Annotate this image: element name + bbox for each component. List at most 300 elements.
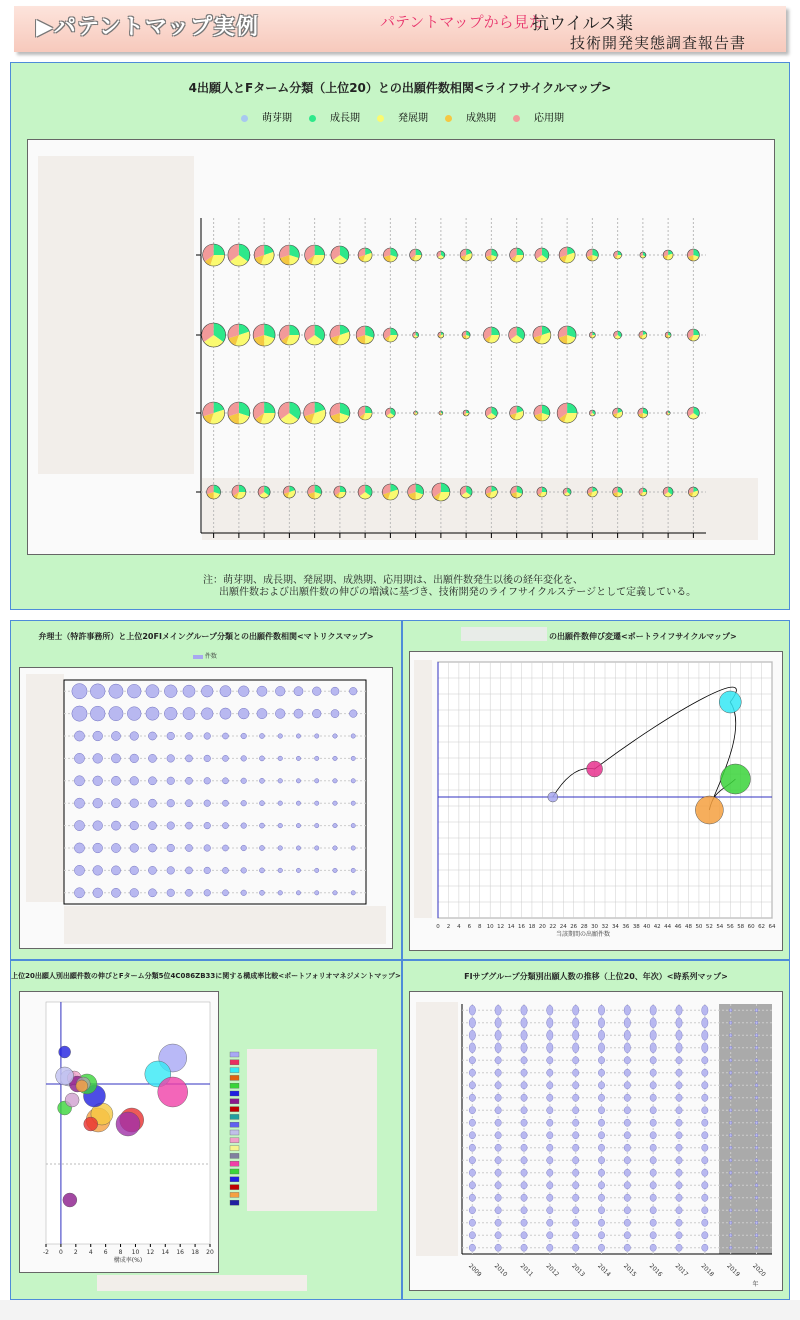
matrix-bubble (296, 779, 300, 783)
legend-swatch (230, 1107, 239, 1112)
matrix-bubble (185, 822, 192, 829)
pie-bubble (687, 329, 699, 341)
pie-bubble (383, 328, 397, 342)
x-tick-label: 10 (486, 924, 494, 930)
timeseries-bubble (547, 1030, 553, 1040)
matrix-bubble (148, 777, 156, 785)
header-subtitle-report: 技術開発実態調査報告書 (570, 34, 747, 52)
timeseries-bubble (702, 1194, 708, 1201)
pie-bubble (258, 486, 270, 498)
portfolio-bubble-chart (20, 992, 218, 1272)
pie-bubble (334, 486, 346, 498)
timeseries-bubble (598, 1082, 604, 1089)
matrix-bubble (351, 756, 355, 760)
timeseries-bubble (676, 1132, 682, 1139)
timeseries-bubble (729, 1159, 732, 1162)
pie-bubble (438, 332, 444, 338)
timeseries-bubble (676, 1194, 682, 1201)
timeseries-bubble (650, 1157, 656, 1164)
timeseries-bubble (495, 1169, 501, 1176)
matrix-bubble (222, 845, 228, 851)
matrix-bubble (294, 709, 303, 718)
matrix-bubble (201, 708, 213, 720)
timeseries-bubble (650, 1219, 656, 1226)
matrix-bubble (315, 868, 319, 872)
timeseries-bubble (521, 1030, 527, 1040)
timeseries-bubble (755, 1134, 758, 1137)
timeseries-bubble (755, 1084, 758, 1087)
pie-bubble (253, 402, 275, 424)
x-tick-label: 2012 (544, 1262, 561, 1279)
timeseries-bubble (755, 1009, 758, 1012)
pie-bubble (663, 487, 673, 497)
pie-bubble (283, 486, 295, 498)
pie-bubble (460, 249, 472, 261)
matrix-legend-label: 件数 (204, 653, 217, 660)
timeseries-bubble (469, 1018, 475, 1028)
timeseries-bubble (521, 1219, 527, 1226)
matrix-bubble (312, 709, 321, 718)
x-tick-label: 12 (146, 1249, 155, 1256)
timeseries-bubble (650, 1182, 656, 1189)
matrix-bubble (74, 776, 84, 786)
matrix-bubble (315, 891, 319, 895)
pie-bubble (437, 251, 445, 259)
timeseries-bubble (521, 1144, 527, 1151)
timeseries-bubble (547, 1157, 553, 1164)
matrix-bubble (238, 686, 249, 697)
timeseries-bubble (650, 1057, 656, 1064)
timeseries-bubble (469, 1043, 475, 1053)
timeseries-bubble (469, 1232, 475, 1239)
timeseries-bubble (729, 1196, 732, 1199)
matrix-bubble (333, 868, 337, 872)
timeseries-bubble (650, 1144, 656, 1151)
lifecycle-map-frame (409, 651, 783, 951)
matrix-bubble (296, 734, 300, 738)
x-tick-label: 2 (73, 1249, 78, 1256)
timeseries-bubble (598, 1207, 604, 1214)
pie-bubble (483, 327, 499, 343)
timeseries-bubble (650, 1207, 656, 1214)
timeseries-bubble (521, 1244, 527, 1251)
pie-bubble (228, 402, 250, 424)
matrix-bubble (74, 753, 84, 763)
timeseries-bubble (572, 1244, 578, 1251)
matrix-bubble (257, 709, 267, 719)
timeseries-bubble (624, 1043, 630, 1053)
timeseries-bubble (676, 1107, 682, 1114)
timeseries-bubble (469, 1219, 475, 1226)
timeseries-bubble (521, 1169, 527, 1176)
matrix-bubble (331, 710, 339, 718)
timeseries-bubble (547, 1219, 553, 1226)
legend-swatch (230, 1185, 239, 1190)
pie-bubble (557, 403, 577, 423)
matrix-bubble (164, 685, 177, 698)
x-tick-label: 30 (591, 924, 599, 930)
pie-bubble (639, 488, 647, 496)
timeseries-bubble (676, 1182, 682, 1189)
pie-bubble (687, 249, 699, 261)
matrix-bubble (222, 823, 228, 829)
timeseries-bubble (469, 1194, 475, 1201)
timeseries-bubble (598, 1132, 604, 1139)
timeseries-bubble (650, 1194, 656, 1201)
x-tick-label: 44 (664, 924, 672, 930)
timeseries-bubble (547, 1043, 553, 1053)
timeseries-bubble (521, 1018, 527, 1028)
timeseries-bubble (547, 1057, 553, 1064)
timeseries-bubble (676, 1057, 682, 1064)
lifecycle-point (719, 691, 741, 713)
matrix-map-panel (10, 620, 402, 960)
timeseries-bubble (495, 1182, 501, 1189)
matrix-bubble (167, 822, 175, 830)
timeseries-bubble (495, 1043, 501, 1053)
x-tick-label: 50 (695, 924, 703, 930)
pie-bubble (228, 324, 250, 346)
timeseries-bubble (702, 1057, 708, 1064)
timeseries-bubble (547, 1018, 553, 1028)
portfolio-map-panel (10, 960, 402, 1300)
timeseries-bubble (495, 1082, 501, 1089)
pie-bubble (537, 487, 547, 497)
matrix-bubble (74, 888, 84, 898)
x-tick-label: 12 (497, 924, 505, 930)
main-note-line2: 出願件数および出願件数の伸びの増減に基づき、技術開発のライフサイクルステージとして定義している。 (219, 587, 697, 598)
legend-swatch (230, 1192, 239, 1197)
main-bubble-pie-chart (28, 140, 774, 554)
matrix-bubble (259, 778, 264, 783)
timeseries-bubble (729, 1009, 732, 1012)
matrix-bubble (93, 888, 103, 898)
timeseries-bubble (676, 1232, 682, 1239)
timeseries-bubble (547, 1132, 553, 1139)
matrix-bubble (109, 706, 123, 720)
timeseries-bubble (676, 1207, 682, 1214)
pie-bubble (358, 248, 372, 262)
pie-bubble (665, 332, 671, 338)
timeseries-bubble (572, 1005, 578, 1015)
matrix-bubble (185, 867, 192, 874)
matrix-bubble (148, 866, 156, 874)
timeseries-bubble (729, 1184, 732, 1187)
matrix-bubble (222, 755, 228, 761)
timeseries-bubble (755, 1234, 758, 1237)
matrix-bubble (111, 776, 120, 785)
matrix-bubble (351, 891, 355, 895)
legend-label: 萌芽期 (262, 113, 292, 124)
timeseries-bubble (547, 1005, 553, 1015)
x-tick-label: 6 (467, 924, 472, 930)
matrix-bubble (259, 801, 264, 806)
timeseries-bubble (729, 1171, 732, 1174)
matrix-bubble (259, 823, 264, 828)
timeseries-bubble (572, 1119, 578, 1126)
x-tick-label: 16 (176, 1249, 185, 1256)
matrix-bubble (111, 731, 120, 740)
pie-bubble (563, 488, 571, 496)
timeseries-bubble (469, 1082, 475, 1089)
matrix-bubble (333, 734, 337, 738)
matrix-bubble (259, 890, 264, 895)
main-note-line1: 注：萌芽期、成長期、発展期、成熟期、応用期は、出願件数発生以後の経年変化を、 (203, 575, 583, 586)
timeseries-bubble (676, 1082, 682, 1089)
timeseries-bubble (547, 1169, 553, 1176)
x-tick-label: 38 (632, 924, 640, 930)
timeseries-bubble (702, 1107, 708, 1114)
pie-bubble (203, 244, 225, 266)
timeseries-bubble (547, 1182, 553, 1189)
timeseries-bubble (521, 1119, 527, 1126)
legend-swatch (230, 1075, 239, 1080)
timeseries-bubble (572, 1144, 578, 1151)
timeseries-bubble (495, 1144, 501, 1151)
timeseries-bubble (755, 1221, 758, 1224)
matrix-bubble (130, 754, 139, 763)
timeseries-bubble (598, 1069, 604, 1076)
pie-bubble (207, 485, 221, 499)
legend-swatch (230, 1161, 239, 1166)
matrix-bubble (167, 889, 175, 897)
matrix-bubble (275, 686, 285, 696)
timeseries-bubble (702, 1132, 708, 1139)
matrix-bubble (222, 800, 228, 806)
legend-swatch (230, 1114, 239, 1119)
matrix-map-legend (193, 651, 217, 660)
timeseries-bubble (676, 1094, 682, 1101)
matrix-bubble (241, 823, 247, 829)
pie-bubble (414, 411, 418, 415)
legend-label: 成長期 (330, 113, 360, 124)
matrix-bubble (167, 867, 175, 875)
matrix-bubble (111, 866, 120, 875)
matrix-bubble (278, 823, 283, 828)
matrix-bubble (333, 846, 337, 850)
timeseries-bubble (469, 1107, 475, 1114)
timeseries-bubble (572, 1057, 578, 1064)
timeseries-bubble (572, 1219, 578, 1226)
matrix-bubble (241, 890, 247, 896)
timeseries-bubble (755, 1121, 758, 1124)
timeseries-bubble (755, 1034, 758, 1037)
matrix-bubble (109, 684, 123, 698)
timeseries-bubble (729, 1096, 732, 1099)
timeseries-bubble (650, 1244, 656, 1251)
pie-bubble (614, 251, 622, 259)
x-tick-label: 52 (705, 924, 713, 930)
timeseries-bubble (676, 1030, 682, 1040)
timeseries-bubble (469, 1157, 475, 1164)
timeseries-bubble (729, 1134, 732, 1137)
matrix-bubble (331, 687, 339, 695)
portfolio-legend-blank (247, 1049, 377, 1211)
timeseries-bubble (598, 1144, 604, 1151)
timeseries-bubble (547, 1144, 553, 1151)
legend-label: 成熟期 (466, 113, 496, 124)
timeseries-bubble (598, 1094, 604, 1101)
matrix-bubble (241, 733, 247, 739)
matrix-bubble (204, 867, 211, 874)
legend-item (377, 109, 428, 124)
timeseries-bubble (624, 1069, 630, 1076)
legend-item (513, 109, 564, 124)
main-chart-panel (10, 62, 790, 610)
matrix-bubble (93, 776, 103, 786)
matrix-bubble (167, 755, 175, 763)
pie-bubble (278, 402, 300, 424)
timeseries-bubble (676, 1069, 682, 1076)
timeseries-bubble (702, 1144, 708, 1151)
timeseries-bubble (729, 1071, 732, 1074)
pie-bubble (358, 406, 372, 420)
pie-bubble (463, 410, 469, 416)
timeseries-bubble (495, 1018, 501, 1028)
matrix-bubble (275, 709, 285, 719)
timeseries-bubble (547, 1232, 553, 1239)
timeseries-bubble (650, 1018, 656, 1028)
portfolio-footer-blank (97, 1275, 307, 1291)
matrix-bubble (183, 707, 195, 719)
matrix-bubble (74, 798, 84, 808)
pie-bubble (663, 250, 673, 260)
matrix-bubble (130, 866, 139, 875)
matrix-bubble (90, 706, 105, 721)
timeseries-chart-frame (409, 991, 783, 1291)
timeseries-bubble (676, 1157, 682, 1164)
legend-dot (309, 115, 316, 122)
matrix-bubble (130, 799, 139, 808)
timeseries-bubble (547, 1244, 553, 1251)
timeseries-bubble (598, 1232, 604, 1239)
pie-bubble (559, 247, 575, 263)
matrix-bubble (241, 800, 247, 806)
matrix-bubble (351, 779, 355, 783)
portfolio-bubble (59, 1046, 71, 1058)
x-tick-label: 20 (538, 924, 546, 930)
timeseries-bubble (650, 1107, 656, 1114)
pie-bubble (202, 323, 226, 347)
matrix-bubble (93, 731, 103, 741)
matrix-bubble (167, 777, 175, 785)
matrix-bubble (148, 732, 156, 740)
timeseries-bubble (495, 1219, 501, 1226)
timeseries-bubble (521, 1005, 527, 1015)
timeseries-bubble (624, 1132, 630, 1139)
legend-swatch (230, 1091, 239, 1096)
portfolio-bubble (65, 1093, 79, 1107)
matrix-bubble (127, 707, 141, 721)
timeseries-bubble (729, 1209, 732, 1212)
matrix-bubble (278, 846, 283, 851)
x-tick-label: 48 (685, 924, 692, 930)
timeseries-bubble (469, 1244, 475, 1251)
pie-bubble (666, 411, 670, 415)
legend-swatch (230, 1083, 239, 1088)
timeseries-bubble (521, 1107, 527, 1114)
x-tick-label: 2018 (699, 1262, 716, 1279)
matrix-bubble (351, 823, 355, 827)
timeseries-bubble (702, 1018, 708, 1028)
x-tick-label: 2016 (647, 1262, 664, 1279)
x-tick-label: 0 (58, 1249, 63, 1256)
timeseries-bubble (521, 1057, 527, 1064)
timeseries-bubble (702, 1069, 708, 1076)
pie-bubble (511, 486, 523, 498)
page-title: ▶パテントマップ実例 (36, 15, 259, 40)
x-axis-label: 構成率(%) (113, 1257, 143, 1264)
matrix-bubble (315, 779, 319, 783)
pie-bubble (558, 326, 576, 344)
timeseries-bubble (572, 1082, 578, 1089)
matrix-bubble (312, 687, 321, 696)
timeseries-bubble (469, 1005, 475, 1015)
matrix-bubble (315, 734, 319, 738)
timeseries-bubble (624, 1194, 630, 1201)
legend-swatch (230, 1068, 239, 1073)
timeseries-bubble (676, 1144, 682, 1151)
timeseries-bubble (624, 1232, 630, 1239)
timeseries-bubble (521, 1207, 527, 1214)
timeseries-bubble (755, 1071, 758, 1074)
lifecycle-point (587, 761, 603, 777)
matrix-bubble (241, 845, 247, 851)
lifecycle-point (720, 764, 750, 794)
x-tick-label: 14 (161, 1249, 170, 1256)
timeseries-bubble (598, 1107, 604, 1114)
matrix-bubble (111, 888, 120, 897)
pie-bubble (509, 327, 525, 343)
timeseries-bubble (755, 1184, 758, 1187)
timeseries-bubble (650, 1043, 656, 1053)
matrix-bubble (185, 889, 192, 896)
pie-bubble (535, 248, 549, 262)
timeseries-bubble (495, 1194, 501, 1201)
timeseries-bubble (729, 1034, 732, 1037)
matrix-bubble (296, 756, 300, 760)
pie-bubble (382, 484, 398, 500)
matrix-bubble (259, 756, 264, 761)
matrix-bubble (72, 706, 87, 721)
portfolio-legend-swatches (229, 1051, 243, 1211)
pie-bubble (432, 483, 450, 501)
timeseries-bubble (469, 1094, 475, 1101)
x-tick-label: 2009 (466, 1262, 483, 1279)
timeseries-bubble (598, 1244, 604, 1251)
matrix-bubble (296, 868, 300, 872)
matrix-bubble (351, 734, 355, 738)
timeseries-bubble (755, 1209, 758, 1212)
timeseries-bubble (572, 1157, 578, 1164)
matrix-bubble (185, 800, 192, 807)
matrix-bubble (93, 866, 103, 876)
timeseries-bubble (547, 1094, 553, 1101)
x-tick-label: 24 (559, 924, 567, 930)
timeseries-bubble (650, 1132, 656, 1139)
timeseries-bubble (702, 1232, 708, 1239)
portfolio-bubble (158, 1077, 188, 1107)
timeseries-bubble (521, 1157, 527, 1164)
timeseries-bubble (650, 1232, 656, 1239)
matrix-bubble (296, 823, 300, 827)
matrix-bubble (185, 732, 192, 739)
timeseries-bubble (521, 1194, 527, 1201)
legend-item (241, 109, 292, 124)
legend-dot (513, 115, 520, 122)
timeseries-bubble (495, 1119, 501, 1126)
matrix-bubble (333, 823, 337, 827)
